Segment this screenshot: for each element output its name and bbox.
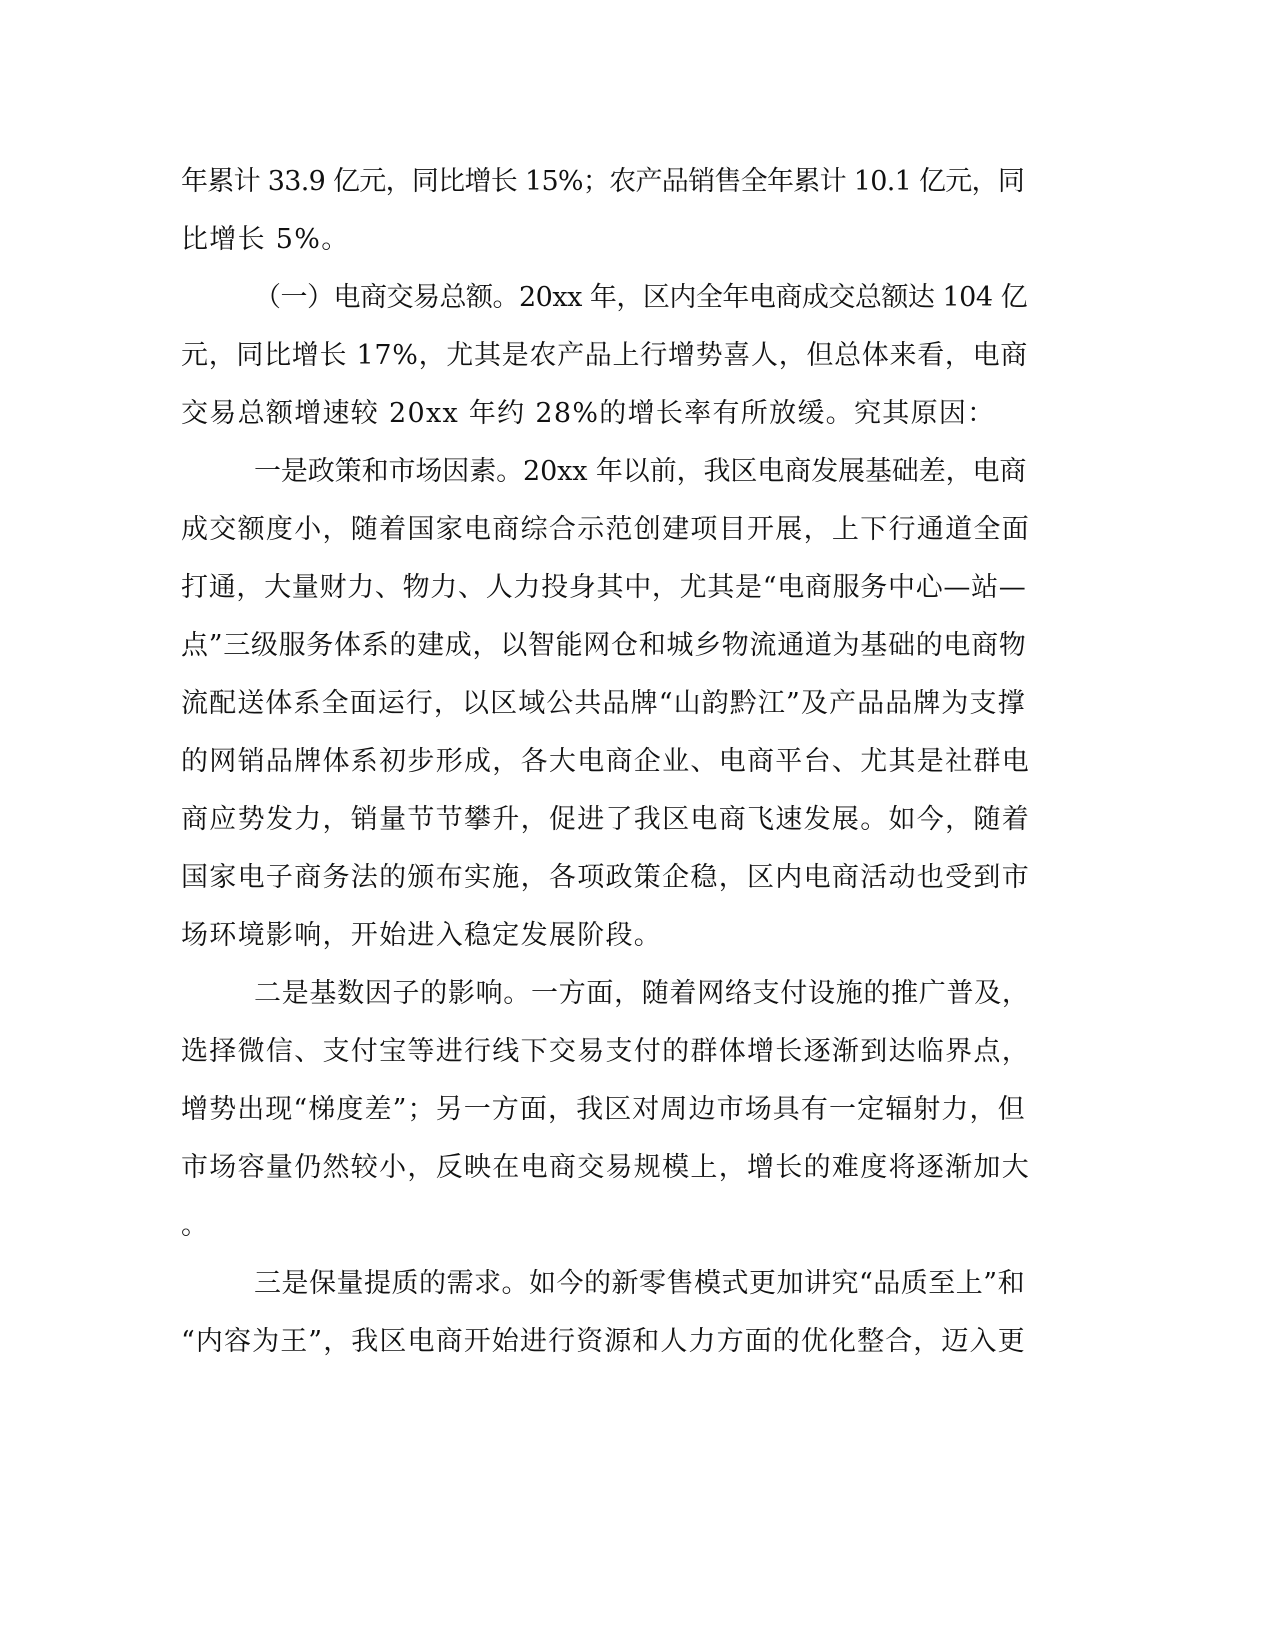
text-line-10: 流配送体系全面运行，以区域公共品牌“山韵黔江”及产品品牌为支撑 — [181, 688, 1026, 719]
text-line-4: 元，同比增长 17%，尤其是农产品上行增势喜人，但总体来看，电商 — [181, 340, 1028, 371]
text-line-2: 比增长 5%。 — [181, 224, 350, 255]
text-line-18: 市场容量仍然较小，反映在电商交易规模上，增长的难度将逐渐加大 — [181, 1152, 1030, 1183]
text-line-20: 三是保量提质的需求。如今的新零售模式更加讲究“品质至上”和 — [254, 1268, 1026, 1299]
text-line-1: 年累计 33.9 亿元，同比增长 15%；农产品销售全年累计 10.1 亿元，同 — [181, 166, 1025, 197]
text-line-9: 点”三级服务体系的建成，以智能网仓和城乡物流通道为基础的电商物 — [181, 630, 1027, 661]
text-line-7: 成交额度小，随着国家电商综合示范创建项目开展，上下行通道全面 — [181, 514, 1030, 545]
text-line-19: 。 — [181, 1210, 210, 1241]
text-line-5: 交易总额增速较 20xx 年约 28%的增长率有所放缓。究其原因： — [181, 398, 996, 429]
text-line-6: 一是政策和市场因素。20xx 年以前，我区电商发展基础差，电商 — [254, 456, 1027, 487]
text-line-21: “内容为王”，我区电商开始进行资源和人力方面的优化整合，迈入更 — [181, 1326, 1026, 1357]
text-line-15: 二是基数因子的影响。一方面，随着网络支付设施的推广普及， — [254, 978, 1030, 1009]
text-line-13: 国家电子商务法的颁布实施，各项政策企稳，区内电商活动也受到市 — [181, 862, 1030, 893]
text-line-3: （一）电商交易总额。20xx 年，区内全年电商成交总额达 104 亿 — [254, 282, 1028, 313]
text-line-8: 打通，大量财力、物力、人力投身其中，尤其是“电商服务中心—站— — [181, 572, 1027, 603]
text-line-14: 场环境影响，开始进入稳定发展阶段。 — [181, 920, 663, 951]
text-line-17: 增势出现“梯度差”；另一方面，我区对周边市场具有一定辐射力，但 — [181, 1094, 1026, 1125]
text-line-11: 的网销品牌体系初步形成，各大电商企业、电商平台、尤其是社群电 — [181, 746, 1030, 777]
text-line-16: 选择微信、支付宝等进行线下交易支付的群体增长逐渐到达临界点， — [181, 1036, 1030, 1067]
text-line-12: 商应势发力，销量节节攀升，促进了我区电商飞速发展。如今，随着 — [181, 804, 1030, 835]
